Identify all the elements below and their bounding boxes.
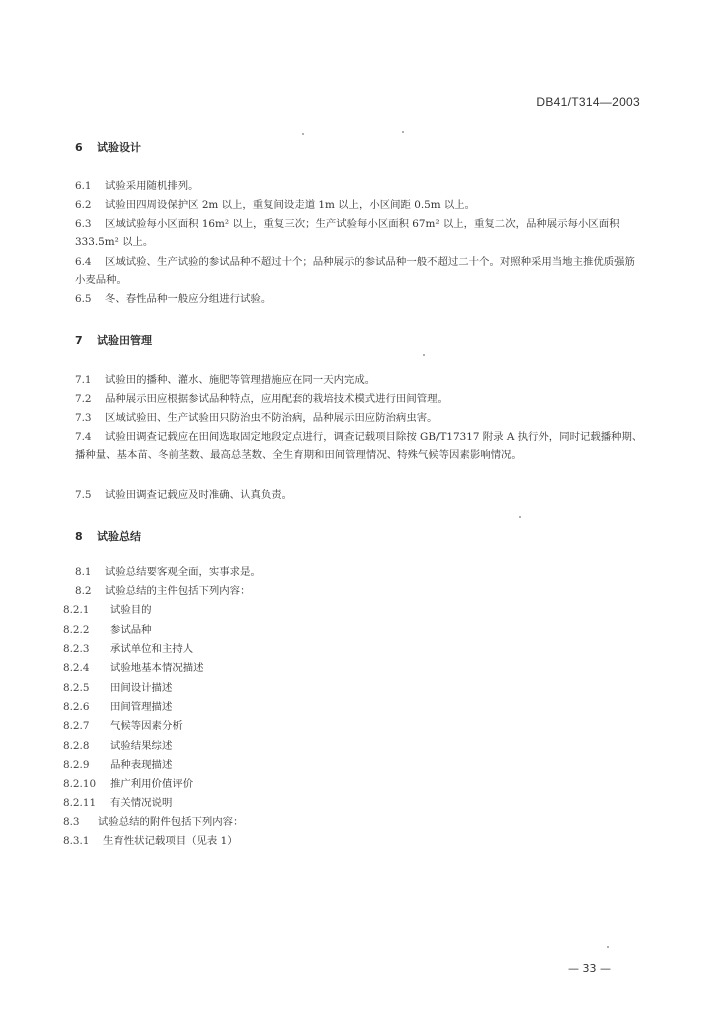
scan-speck [519,516,521,518]
clause-8-2-4: 8.2.4 试验地基本情况描述 [63,662,204,674]
section-8-heading [75,528,141,544]
clause-7-3: 7.3 区域试验田、生产试验田只防治虫不防治病，品种展示田应防治病虫害。 [75,412,438,424]
page-number: — 33 — [568,962,611,975]
section-7-heading [75,332,152,348]
clause-6-2: 6.2 试验田四周设保护区 2m 以上，重复间设走道 1m 以上，小区间距 0.5m 以上。 [75,199,476,211]
section-number: 6 [75,141,83,154]
clause-8-3: 8.3 试验总结的附件包括下列内容： [63,816,244,828]
clause-8-2-3: 8.2.3 承试单位和主持人 [63,643,194,655]
clause-8-1: 8.1 试验总结要客观全面，实事求是。 [75,566,261,578]
clause-6-4: 6.4 区域试验、生产试验的参试品种不超过十个；品种展示的参试品种一般不超过二十个。对照种采用当地主推优质强筋小麦品种。 [75,256,635,286]
clause-7-1: 7.1 试验田的播种、灌水、施肥等管理措施应在同一天内完成。 [75,374,376,386]
clause-6-3: 6.3 区域试验每小区面积 16m² 以上，重复三次；生产试验每小区面积 67m² 以上，重复二次，品种展示每小区面积 333.5m² 以上。 [75,218,620,248]
scan-speck [423,354,425,356]
clause-6-5: 6.5 冬、春性品种一般应分组进行试验。 [75,293,272,305]
scan-speck [302,133,304,135]
clause-8-2-8: 8.2.8 试验结果综述 [63,740,173,752]
clause-7-2: 7.2 品种展示田应根据参试品种特点，应用配套的栽培技术模式进行田间管理。 [75,393,448,405]
clause-8-2-10: 8.2.10 推广利用价值评价 [63,778,194,790]
clause-8-2-9: 8.2.9 品种表现描述 [63,759,173,771]
clause-8-2-11: 8.2.11 有关情况说明 [63,797,173,809]
scan-speck [607,946,609,948]
section-title: 试验总结 [97,530,141,543]
clause-8-2-2: 8.2.2 参试品种 [63,624,152,636]
clause-8-2-7: 8.2.7 气候等因素分析 [63,720,183,732]
clause-7-4: 7.4 试验田调查记载应在田间选取固定地段定点进行，调查记载项目除按 GB/T17317 附录 A 执行外，同时记载播种期、播种量、基本苗、冬前茎数、最高总茎数、全生育期和田间管理情况、特殊气候等因素影响情况。 [75,431,643,461]
section-6-heading [75,139,141,155]
clause-6-1: 6.1 试验采用随机排列。 [75,180,199,192]
document-number: DB41/T314—2003 [536,95,640,109]
clause-8-2-6: 8.2.6 田间管理描述 [63,701,173,713]
section-number: 7 [75,334,83,347]
section-title: 试验设计 [97,141,141,154]
section-number: 8 [75,530,83,543]
scan-speck [402,131,404,133]
clause-8-2: 8.2 试验总结的主件包括下列内容： [75,585,251,597]
clause-8-2-5: 8.2.5 田间设计描述 [63,682,173,694]
clause-7-5: 7.5 试验田调查记载应及时准确、认真负责。 [75,489,293,501]
section-title: 试验田管理 [97,334,152,347]
clause-8-3-1: 8.3.1 生育性状记载项目（见表 1） [63,835,238,847]
clause-8-2-1: 8.2.1 试验目的 [63,604,152,616]
